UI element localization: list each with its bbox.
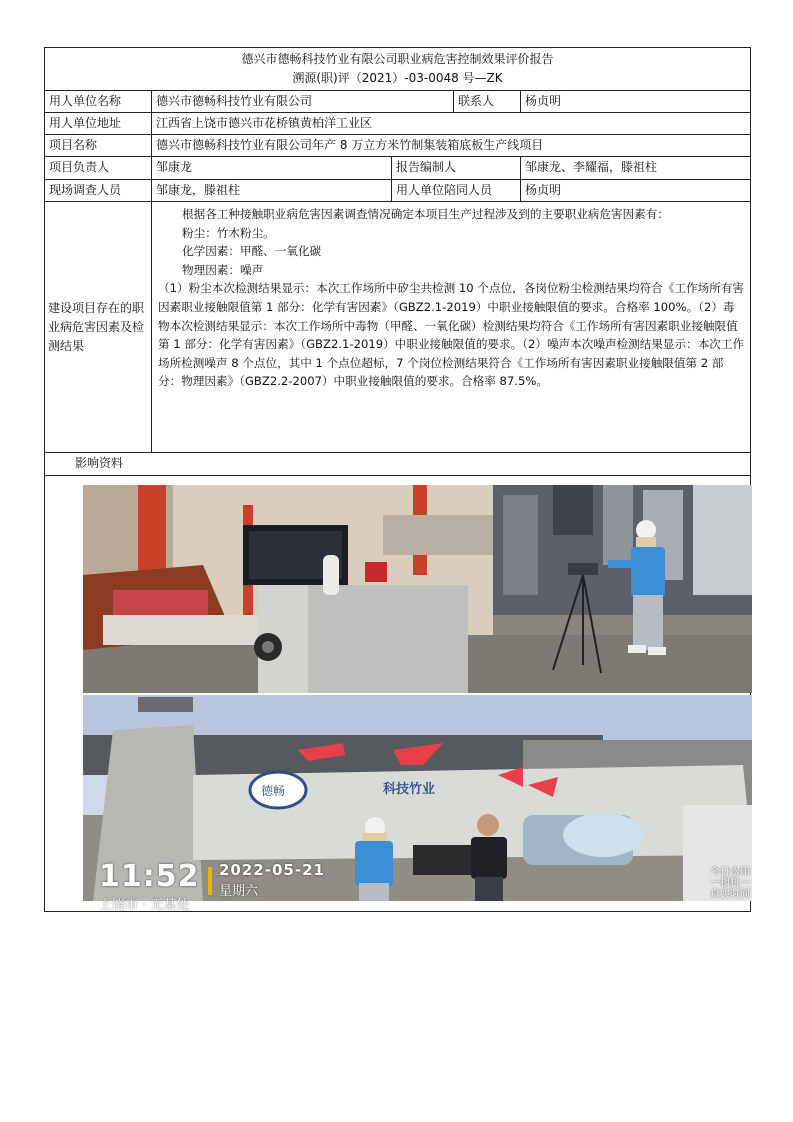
author-value: 邹康龙、李耀福，滕祖柱 — [525, 160, 658, 174]
leader-value: 邹康龙 — [152, 157, 392, 179]
watermark-brand — [710, 867, 750, 900]
surveyor-label: 现场调查人员 — [45, 180, 152, 201]
project-value: 德兴市德畅科技竹业有限公司年产 8 万立方米竹制集装箱底板生产线项目 — [156, 138, 544, 152]
escort-value: 杨贞明 — [525, 183, 562, 197]
report-title — [45, 48, 750, 90]
watermark-time: 11:52 — [99, 859, 200, 894]
address-label: 用人单位地址 — [45, 113, 152, 134]
photo-factory-gate — [83, 695, 752, 913]
watermark-brand-line1: 今日水印 — [710, 867, 750, 878]
watermark-bar — [208, 867, 212, 895]
photo-onsite-measurement — [83, 485, 752, 693]
watermark-brand-line2: 一相机一 — [710, 878, 750, 889]
report-title-line1: 德兴市德畅科技竹业有限公司职业病危害控制效果评价报告 — [241, 52, 554, 66]
project-label: 项目名称 — [45, 135, 152, 156]
hazards-label — [45, 202, 152, 452]
images-label: 影响资料 — [75, 456, 124, 470]
escort-label: 用人单位陪同人员 — [392, 180, 521, 201]
images-label-row — [45, 453, 750, 476]
leader-label: 项目负责人 — [45, 157, 152, 179]
hazards-label-text: 建设项目存在的职业病危害因素及检测结果 — [48, 300, 145, 353]
svg-text:德畅: 德畅 — [261, 784, 286, 798]
watermark-weekday: 星期六 — [219, 884, 259, 899]
photo-onsite-measurement-image — [83, 485, 752, 693]
address-row — [45, 113, 750, 135]
contact-value: 杨贞明 — [525, 94, 562, 108]
report-title-row — [45, 48, 750, 91]
employer-row — [45, 91, 750, 113]
author-label: 报告编制人 — [392, 157, 521, 179]
report-number: 溯源(职)评（2021）-03-0048 号—ZK — [292, 71, 503, 85]
hazards-content — [152, 202, 750, 452]
contact-label: 联系人 — [454, 91, 521, 112]
report-sheet — [44, 47, 751, 912]
hazard-results: （1）粉尘本次检测结果显示：本次工作场所中矽尘共检测 10 个点位，各岗位粉尘检测结果均符合《工作场所有害因素职业接触限值第 1 部分：化学有害因素》（GBZ2.1-2019）中职业接触限值的要求。合格率 100%。（2）毒物本次检测结果显示：本次工作场所中毒物（甲醛、一氧化碳）检测结果均符合《工作场所有害因素职业接触限值第 1 部分：化学有害因素》（GBZ2.1-2019）中职业接触限值的要求。（2）噪声本次噪声检测结果显示：本次工作场所检测噪声 8 个点位，其中 1 个点位超标，7 个岗位检测结果符合《工作场所有害因素职业接触限值第 2 部分：物理因素》（GBZ2.2-2007）中职业接触限值的要求。合格率 87.5%。 — [158, 281, 745, 389]
hazard-physical: 物理因素：噪声 — [182, 262, 264, 277]
hazard-dust: 粉尘：竹木粉尘。 — [182, 225, 275, 240]
hazards-intro: 根据各工种接触职业病危害因素调查情况确定本项目生产过程涉及到的主要职业病危害因素有： — [182, 207, 669, 221]
watermark-date: 2022-05-21 — [219, 861, 325, 879]
employer-value: 德兴市德畅科技竹业有限公司 — [152, 91, 454, 112]
employer-label: 用人单位名称 — [45, 91, 152, 112]
surveyor-value: 邹康龙，滕祖柱 — [152, 180, 392, 201]
leader-row — [45, 157, 750, 180]
project-row — [45, 135, 750, 157]
address-value: 江西省上饶市德兴市花桥镇黄柏洋工业区 — [156, 116, 373, 130]
hazard-chemical: 化学因素：甲醛、一氧化碳 — [182, 244, 322, 259]
hazards-row — [45, 202, 750, 453]
watermark-location: 上饶市 · 无某处 — [99, 898, 190, 913]
svg-text:科技竹业: 科技竹业 — [383, 782, 436, 797]
surveyor-row — [45, 180, 750, 202]
watermark-brand-line3: 真实时间 — [710, 889, 750, 900]
